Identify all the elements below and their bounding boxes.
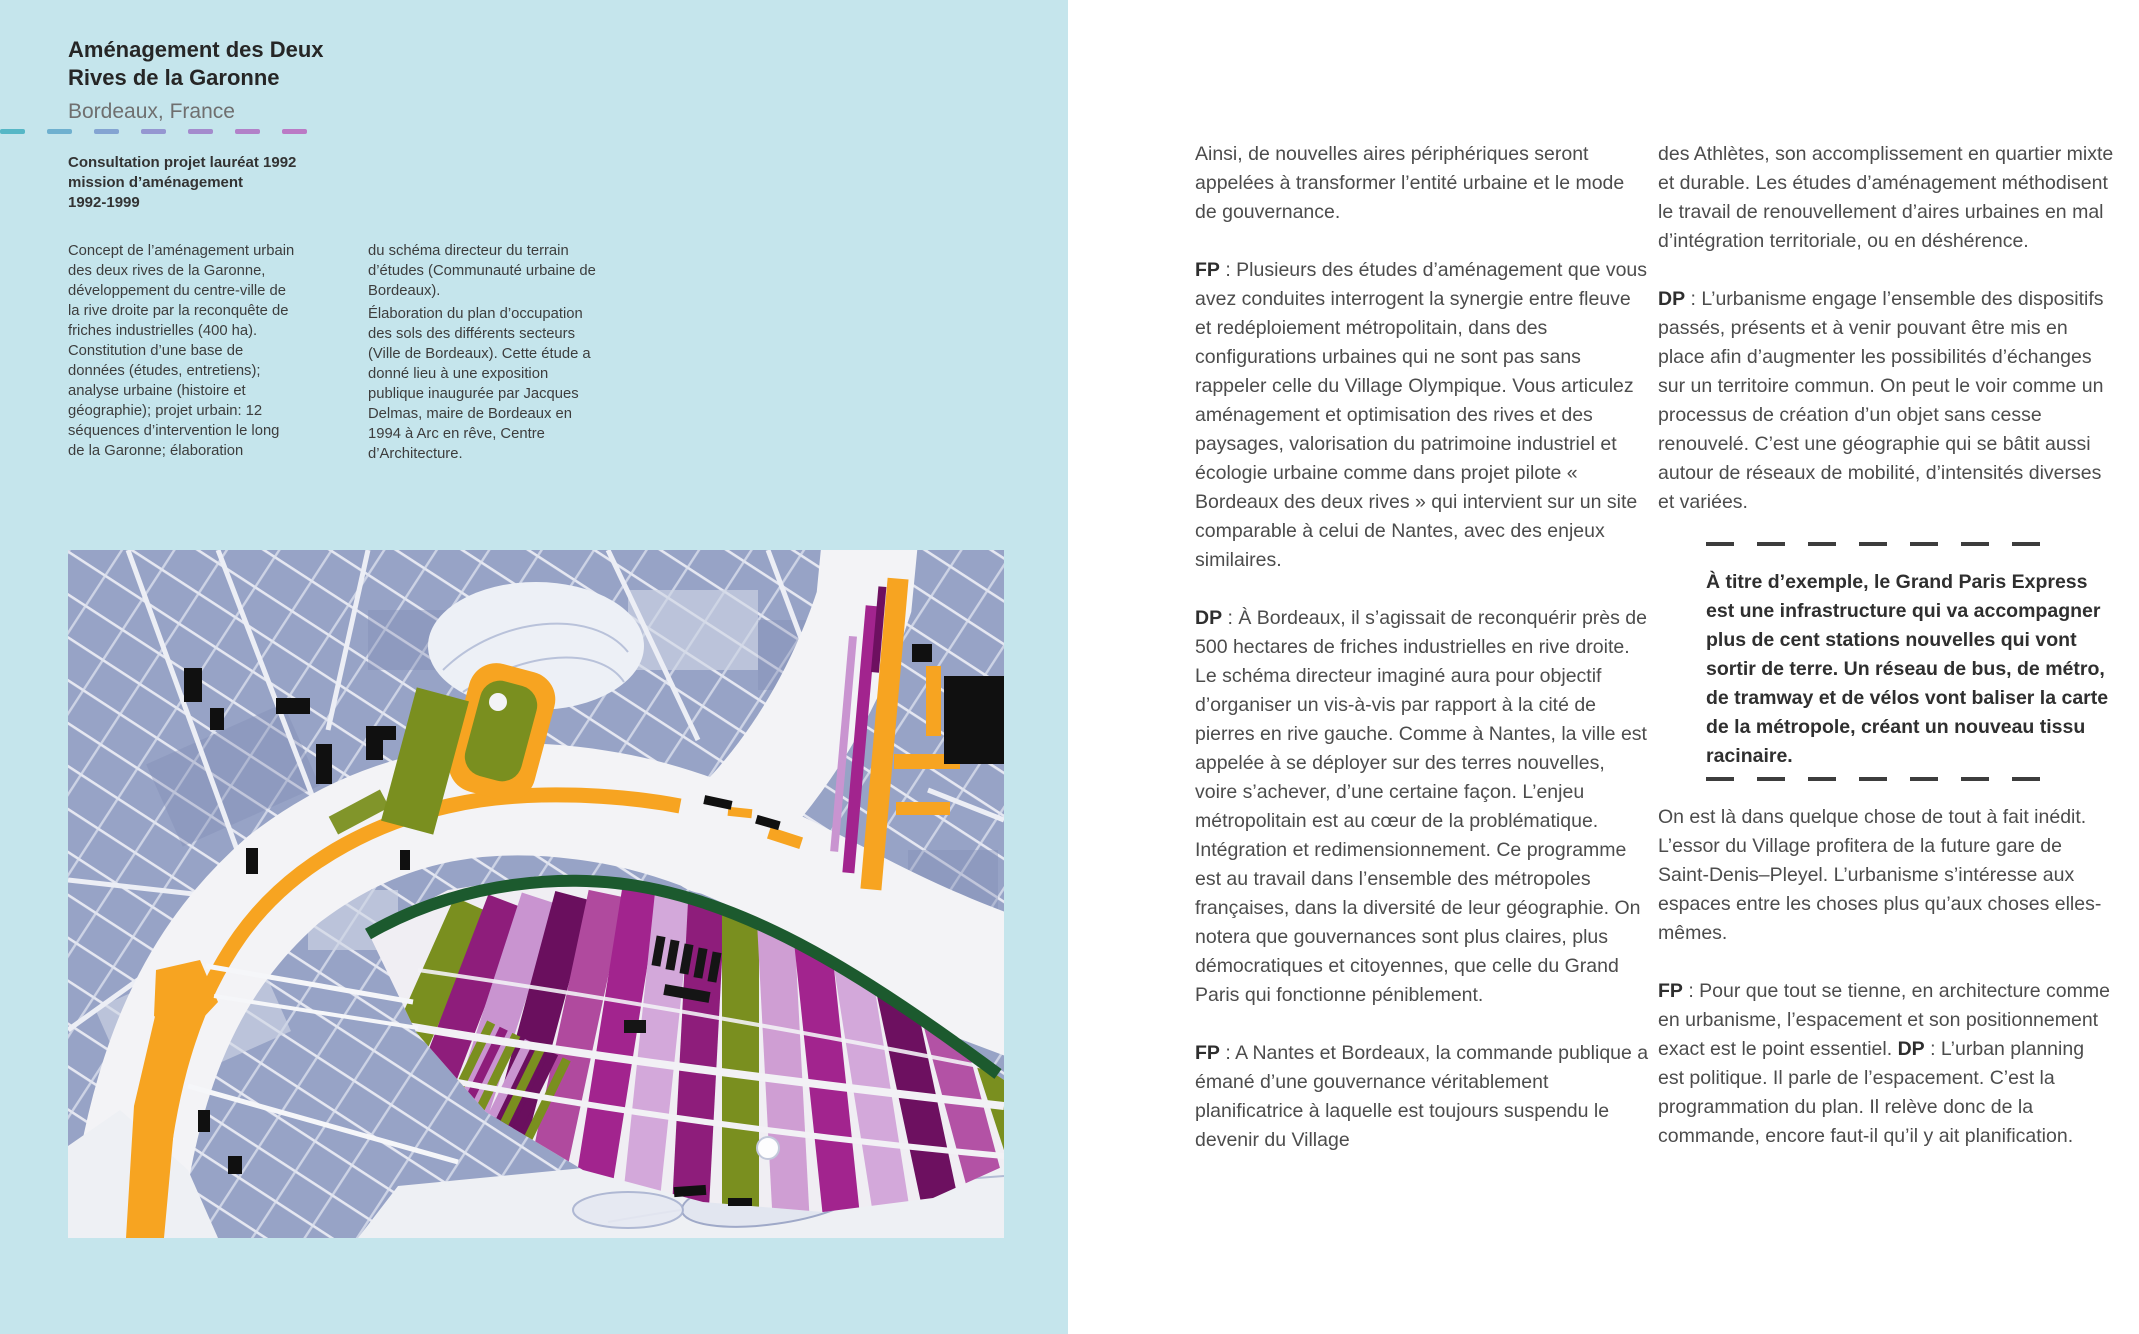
article-paragraph: DP : L’urbanisme engage l’ensemble des dispositifs passés, présents et à venir pouvant être mis en place afin d’augmenter les possibilités d’échanges sur un territoire commun. On peut le voir comme un processus de création d’un objet sans cesse renouvelé. C’est une géographie qui se bâtit aussi autour de réseaux de mobilité, d’intensités diverses et variées.	[1658, 288, 2104, 513]
project-info-panel	[0, 0, 1068, 1334]
page-title	[68, 36, 338, 92]
title-line: Rives de la Garonne	[68, 65, 280, 90]
accent-dash	[235, 129, 260, 134]
article-paragraph: FP : Plusieurs des études d’aménagement que vous avez conduites interrogent la synergie entre fleuve et redéploiement métropolitain, dans des configurations urbaines qui ne sont pas sans rappeler celle du Village Olympique. Vous articulez aménagement et optimisation des rives et des paysages, valorisation du patrimoine industriel et écologie urbaine comme dans projet pilote « Bordeaux des deux rives » qui intervient sur un site comparable à celui de Nantes, avec des enjeux similaires.	[1195, 259, 1648, 571]
accent-dash	[141, 129, 166, 134]
article-paragraph: On est là dans quelque chose de tout à fait inédit. L’essor du Village profitera de la future gare de Saint-Denis–Pleyel. L’urbanisme s’intéresse aux espaces entre les choses plus qu’aux choses elles-mêmes.	[1658, 806, 2102, 944]
project-description-col2	[368, 241, 608, 467]
article-paragraph: des Athlètes, son accomplissement en quartier mixte et durable. Les études d’aménagement méthodisent le travail de renouvellement d’aires urbaines en mal d’intégration territoriale, ou en déshérence.	[1658, 143, 2114, 252]
meta-line: 1992-1999	[68, 194, 140, 211]
article-column-1	[1195, 140, 1651, 1184]
speaker-label: FP	[1195, 259, 1220, 281]
project-meta	[68, 153, 328, 213]
title-line: Aménagement des Deux	[68, 37, 324, 62]
accent-dash	[0, 129, 25, 134]
article-paragraph: FP : A Nantes et Bordeaux, la commande publique a émané d’une gouvernance véritablement planificatrice à laquelle est toujours suspendu le devenir du Village	[1195, 1042, 1649, 1151]
dash-separator	[1706, 777, 2042, 781]
dash-separator	[1706, 542, 2042, 546]
article-column-2	[1658, 140, 2114, 1180]
article-paragraph: Ainsi, de nouvelles aires périphériques seront appelées à transformer l’entité urbaine et le mode de gouvernance.	[1195, 143, 1625, 223]
article-paragraph: DP : À Bordeaux, il s’agissait de reconquérir près de 500 hectares de friches industrielles en rive droite. Le schéma directeur imaginé aura pour objectif d’organiser un vis-à-vis par rapport à la cité de pierres en rive gauche. Comme à Nantes, la ville est appelée à se déployer sur des terres nouvelles, voire s’achever, d’une certaine façon. L’enjeu métropolitain est au cœur de la problématique. Intégration et redimensionnement. Ce programme est au travail dans l’ensemble des métropoles françaises, dans la diversité de leur géographie. On notera que gouvernances sont plus claires, plus démocratiques et citoyennes, que celle du Grand Paris qui fonctionne péniblement.	[1195, 607, 1647, 1006]
description-paragraph: du schéma directeur du terrain d’études (Communauté urbaine de Bordeaux).	[368, 243, 596, 299]
speaker-label: DP	[1658, 288, 1686, 310]
bordeaux-map-figure	[68, 550, 1004, 1238]
speaker-label: DP	[1897, 1038, 1925, 1060]
project-location: Bordeaux, France	[68, 100, 235, 123]
accent-dash	[282, 129, 307, 134]
bordeaux-map-image	[68, 550, 1004, 1238]
pull-quote: À titre d’exemple, le Grand Paris Express est une infrastructure qui va accompagner plus de cent stations nouvelles qui vont sortir de terre. Un réseau de bus, de métro, de tramway et de vélos vont baliser la carte de la métropole, créant un nouveau tissu racinaire.	[1706, 571, 2109, 767]
speaker-label: FP	[1195, 1042, 1220, 1064]
project-description-col1	[68, 241, 298, 464]
accent-dash	[47, 129, 72, 134]
meta-line: mission d’aménagement	[68, 174, 244, 191]
speaker-label: FP	[1658, 980, 1683, 1002]
speaker-label: DP	[1195, 607, 1223, 629]
description-paragraph: Élaboration du plan d’occupation des sols des différents secteurs (Ville de Bordeaux). Cette étude a donné lieu à une exposition publique inaugurée par Jacques Delmas, maire de Bordeaux en 1994 à Arc en rêve, Centre d’Architecture.	[368, 306, 591, 462]
description-paragraph: Concept de l’aménagement urbain des deux rives de la Garonne, développement du centre-ville de la rive droite par la reconquête de friches industrielles (400 ha). Constitution d’une base de données (études, entretiens); analyse urbaine (histoire et géographie); projet urbain: 12 séquences d’intervention le long de la Garonne; élaboration	[68, 243, 295, 459]
accent-dash	[94, 129, 119, 134]
article-paragraph: FP : Pour que tout se tienne, en architecture comme en urbanisme, l’espacement et son positionnement exact est le point essentiel. DP : L’urban planning est politique. Il parle de l’espacement. C’est la programmation du plan. Il relève donc de la commande, encore faut-il qu’il y ait planification.	[1658, 980, 2110, 1147]
meta-line: Consultation projet lauréat 1992	[68, 154, 297, 171]
accent-dash	[188, 129, 213, 134]
accent-dash-row	[0, 129, 307, 134]
